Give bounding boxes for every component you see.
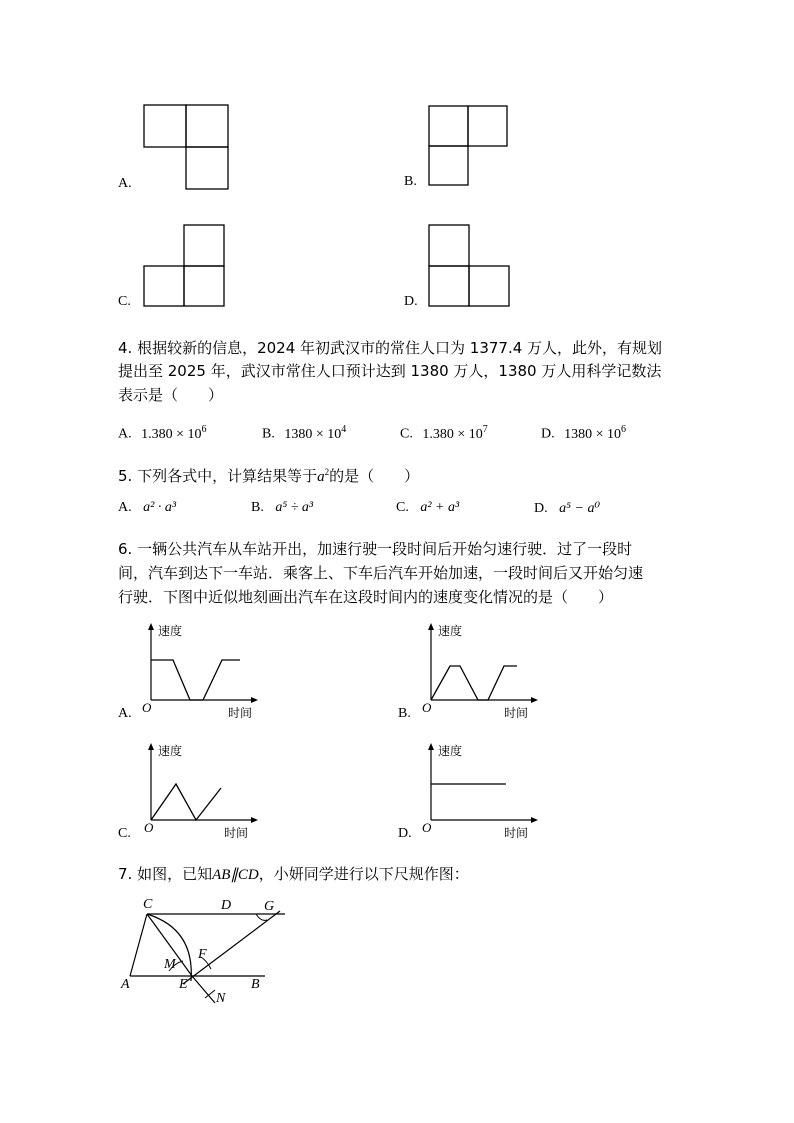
- q5-stem: [118, 459, 419, 490]
- q5-option-d-expr: a⁵ − a⁰: [559, 501, 601, 516]
- q6-stem-line3: 行驶．下图中近似地刻画出汽车在这段时间内的速度变化情况的是（ ）: [118, 588, 614, 606]
- q4-option-b-label: B.: [262, 426, 275, 442]
- q7-point-g: G: [264, 899, 275, 914]
- q5-stem-after: 的是（ ）: [329, 467, 420, 485]
- q4-stem-line3: 表示是（ ）: [118, 386, 224, 404]
- q6-d-y-label: 速度: [438, 744, 463, 758]
- q3-option-d[interactable]: [404, 222, 524, 317]
- q3-label-c: C.: [118, 294, 131, 309]
- q4-option-b-base: 1380 × 10: [284, 426, 342, 442]
- q6-a-x-label: 时间: [228, 706, 253, 720]
- q3-option-a[interactable]: [118, 100, 238, 195]
- q6-b-origin: O: [422, 700, 432, 715]
- q4-option-a-base: 1.380 × 10: [141, 426, 202, 442]
- q7-figure: [115, 895, 300, 1010]
- q7-point-m: M: [164, 957, 176, 972]
- q4-option-d-base: 1380 × 10: [564, 426, 622, 442]
- q4-option-b[interactable]: [262, 424, 346, 443]
- q5-option-c-expr: a² + a³: [420, 500, 460, 515]
- q3-figure-b: [404, 100, 524, 195]
- q6-stem-line1: 6. 一辆公共汽车从车站开出，加速行驶一段时间后开始匀速行驶．过了一段时: [118, 540, 633, 558]
- q3-label-a: A.: [118, 176, 132, 191]
- q6-b-y-label: 速度: [438, 624, 463, 638]
- q4-stem-line1: 4. 根据较新的信息，2024 年初武汉市的常住人口为 1377.4 万人，此外，有规划: [118, 339, 663, 357]
- q5-option-a[interactable]: [118, 500, 176, 516]
- q7-point-b: B: [251, 977, 260, 992]
- q7-point-n: N: [216, 991, 226, 1006]
- q7-point-e: E: [179, 977, 188, 992]
- q4-option-a-label: A.: [118, 426, 132, 442]
- q6-stem-line2: 间，汽车到达下一车站．乘客上、下车后汽车开始加速，一段时间后又开始匀速: [118, 564, 644, 582]
- q3-option-c[interactable]: [118, 222, 238, 317]
- q5-stem-before: 5. 下列各式中，计算结果等于: [118, 467, 318, 485]
- q4-option-a[interactable]: [118, 424, 207, 443]
- q6-option-b[interactable]: [398, 620, 558, 725]
- q6-label-d: D.: [398, 826, 412, 841]
- q6-b-x-label: 时间: [504, 706, 529, 720]
- q5-option-c-label: C.: [396, 500, 409, 515]
- q4-option-c-label: C.: [400, 426, 413, 442]
- q5-option-a-label: A.: [118, 500, 132, 515]
- q7-point-c: C: [143, 897, 153, 912]
- q3-figure-a: [118, 100, 238, 195]
- q4-option-a-exp: 6: [201, 424, 207, 435]
- q4-option-c-base: 1.380 × 10: [422, 426, 483, 442]
- q5-option-d[interactable]: [534, 500, 600, 517]
- q6-label-a: A.: [118, 706, 132, 721]
- q4-option-d-exp: 6: [621, 424, 627, 435]
- q5-option-b[interactable]: [251, 500, 313, 516]
- q6-c-y-label: 速度: [158, 744, 183, 758]
- q6-c-x-label: 时间: [224, 826, 249, 840]
- q5-stem-exp: 2: [324, 467, 330, 477]
- q7-stem-math: AB∥CD: [212, 867, 259, 883]
- q3-figure-c: [118, 222, 238, 317]
- q6-option-d[interactable]: [398, 740, 558, 845]
- q6-a-y-label: 速度: [158, 624, 183, 638]
- q6-option-c[interactable]: [118, 740, 278, 845]
- q7-stem-before: 7. 如图，已知: [118, 865, 213, 883]
- q7-point-d: D: [221, 898, 232, 913]
- q5-option-a-expr: a² · a³: [143, 500, 177, 515]
- q6-d-origin: O: [422, 820, 432, 835]
- q7-stem-after: ，小妍同学进行以下尺规作图：: [258, 865, 469, 883]
- q6-a-origin: O: [142, 700, 152, 715]
- q6-graph-c: [118, 740, 278, 845]
- q5-option-b-label: B.: [251, 500, 264, 515]
- q4-option-d[interactable]: [541, 424, 626, 443]
- q3-label-d: D.: [404, 294, 418, 309]
- q5-option-c[interactable]: [396, 500, 459, 516]
- q5-option-b-expr: a⁵ ÷ a³: [275, 500, 314, 515]
- q5-stem-var: a: [317, 469, 325, 485]
- q4-option-c-exp: 7: [482, 424, 488, 435]
- q6-c-origin: O: [144, 820, 154, 835]
- q6-label-b: B.: [398, 706, 411, 721]
- q6-d-x-label: 时间: [504, 826, 529, 840]
- q3-option-b[interactable]: [404, 100, 524, 195]
- q6-option-a[interactable]: [118, 620, 278, 725]
- q4-option-c[interactable]: [400, 424, 488, 443]
- q7-point-f: F: [198, 947, 207, 962]
- q6-label-c: C.: [118, 826, 131, 841]
- q4-option-d-label: D.: [541, 426, 555, 442]
- q4-stem-line2: 提出至 2025 年，武汉市常住人口预计达到 1380 万人，1380 万人用科学记数法: [118, 362, 662, 380]
- q3-label-b: B.: [404, 174, 417, 189]
- q7-point-a: A: [121, 977, 130, 992]
- q4-option-b-exp: 4: [341, 424, 347, 435]
- q3-figure-d: [404, 222, 524, 317]
- q7-stem: [118, 861, 469, 888]
- q5-option-d-label: D.: [534, 501, 548, 516]
